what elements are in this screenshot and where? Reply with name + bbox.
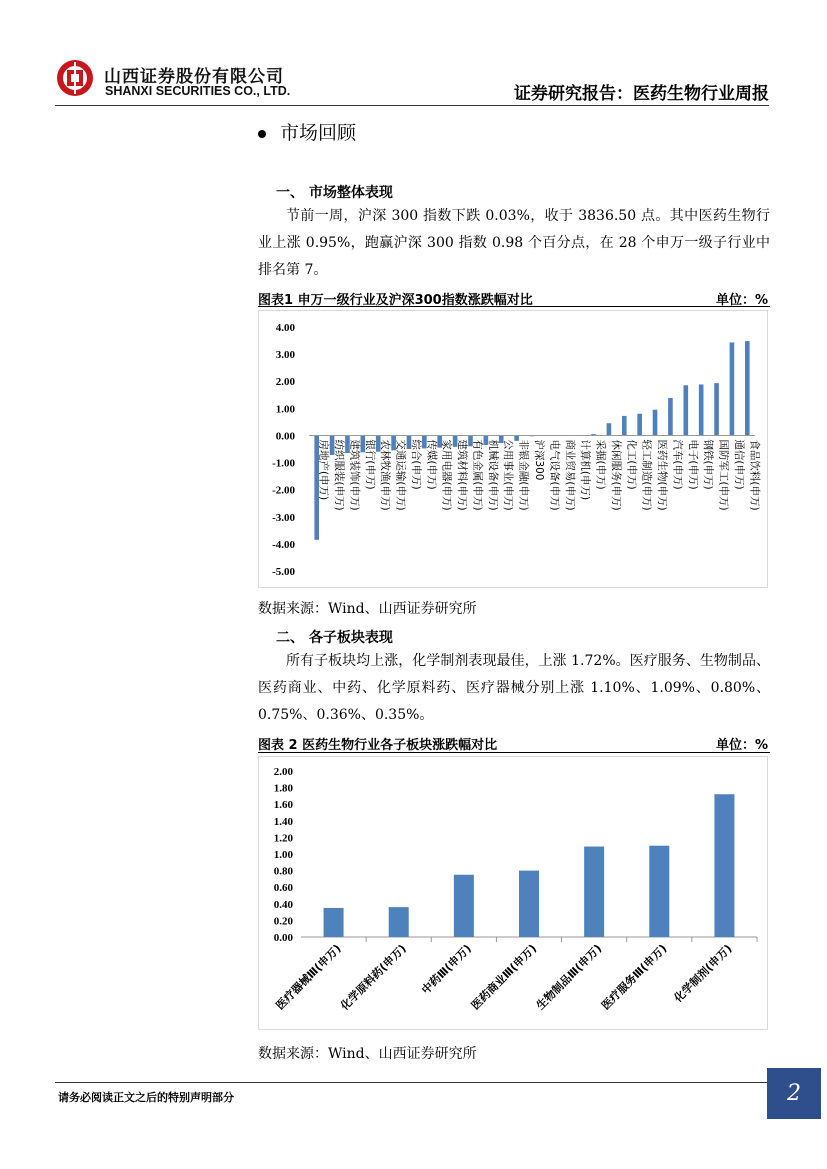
chart1-ytick-label: 3.00 [275, 349, 295, 362]
chart1-category-label: 综合(申万) [409, 439, 422, 490]
figure2-title [258, 734, 768, 753]
page-number: 2 [767, 1068, 821, 1119]
chart2-bar [454, 875, 474, 937]
chart2-ytick-label: 1.40 [273, 815, 293, 828]
paragraph-sectors-text: 所有子板块均上涨，化学制剂表现最佳，上涨 1.72%。医疗服务、生物制品、医药商业、中药、化学原料药、医疗器械分别上涨 1.10%、1.09%、0.80%、0.75%、0.36%、0.35%。 [258, 653, 770, 723]
chart1-bar [714, 383, 719, 435]
chart1-bar [637, 414, 642, 436]
company-name-cn: 山西证券股份有限公司 [104, 67, 284, 87]
chart1-category-label: 汽车(申万) [671, 439, 684, 490]
subsection-title-market: 一、 市场整体表现 [276, 185, 393, 201]
chart2-category-label: 化学原料药(申万) [338, 941, 409, 1013]
chart1-ytick-label: 1.00 [275, 403, 295, 416]
chart1-category-label: 通信(申万) [732, 439, 745, 490]
figure1-source: 数据来源：Wind、山西证券研究所 [258, 601, 477, 617]
chart2-ytick-label: 2.00 [273, 766, 293, 778]
chart2-ytick-label: 0.80 [273, 865, 293, 878]
chart1-category-label: 计算机(申万) [579, 439, 592, 501]
chart2-bar [519, 871, 539, 937]
chart1-category-label: 电气设备(申万) [548, 439, 561, 511]
section-title-text: 市场回顾 [280, 122, 357, 144]
chart2-category-label: 医药商业Ⅲ(申万) [468, 941, 540, 1013]
chart1-category-label: 商业贸易(申万) [563, 439, 576, 511]
figure2-unit: 单位：% [715, 738, 768, 753]
paragraph-sectors [258, 648, 770, 729]
company-name-en: SHANXI SECURITIES CO., LTD. [105, 84, 291, 98]
chart1-bar [622, 416, 627, 436]
chart2-ytick-label: 0.00 [273, 932, 293, 944]
chart2 [259, 757, 767, 1029]
chart1-bar [653, 410, 658, 436]
chart1-category-label: 食品饮料(申万) [748, 439, 761, 511]
chart1-bar [683, 385, 688, 435]
bullet-icon [258, 130, 266, 138]
chart1 [259, 311, 767, 587]
chart1-category-label: 休闲服务(申万) [609, 439, 622, 511]
chart1-category-label: 公用事业(申万) [502, 439, 515, 511]
chart2-bar [584, 847, 604, 937]
chart2-category-label: 化学制剂(申万) [671, 941, 735, 1005]
footer-disclaimer: 请务必阅读正文之后的特别声明部分 [58, 1091, 234, 1104]
chart1-bar [730, 342, 735, 435]
chart1-ytick-label: 2.00 [275, 376, 295, 389]
chart2-ytick-label: 0.20 [273, 915, 293, 928]
chart1-ytick-label: 4.00 [275, 322, 295, 334]
figure1-rule [258, 306, 770, 307]
chart2-category-label: 医疗器械Ⅲ(申万) [273, 941, 344, 1013]
chart2-ytick-label: 0.40 [273, 898, 293, 911]
company-logo-icon [55, 58, 95, 98]
chart1-ytick-label: -1.00 [272, 457, 295, 470]
chart1-category-label: 家用电器(申万) [440, 439, 453, 511]
chart2-ytick-label: 1.60 [273, 799, 293, 812]
subsection-title-sectors: 二、 各子板块表现 [276, 630, 393, 646]
chart1-category-label: 化工(申万) [625, 439, 638, 490]
chart2-bar [324, 908, 344, 937]
chart2-category-label: 中药Ⅲ(申万) [419, 941, 474, 997]
chart1-category-label: 银行(申万) [363, 439, 376, 490]
chart1-category-label: 传媒(申万) [425, 439, 438, 490]
chart1-ytick-label: -4.00 [272, 538, 295, 551]
chart2-bar [714, 794, 734, 937]
chart1-category-label: 农林牧渔(申万) [379, 439, 392, 511]
chart2-ytick-label: 1.20 [273, 832, 293, 845]
paragraph-market [258, 203, 770, 284]
chart1-bar [745, 341, 750, 435]
chart1-category-label: 沪深300 [533, 439, 545, 481]
chart1-bar [699, 384, 704, 435]
chart1-ytick-label: -2.00 [272, 484, 295, 497]
chart1-category-label: 建筑材料(申万) [456, 439, 469, 511]
chart1-ytick-label: 0.00 [275, 430, 295, 443]
chart1-category-label: 医药生物(申万) [656, 439, 669, 511]
chart1-category-label: 有色金属(申万) [471, 439, 484, 511]
chart1-category-label: 轻工制造(申万) [640, 439, 653, 511]
chart1-category-label: 采掘(申万) [594, 439, 607, 490]
chart2-ytick-label: 0.60 [273, 882, 293, 895]
figure1-title-text: 图表1 申万一级行业及沪深300指数涨跌幅对比 [258, 293, 533, 308]
figure2-title-text: 图表 2 医药生物行业各子板块涨跌幅对比 [258, 738, 498, 753]
chart1-ytick-label: -3.00 [272, 511, 295, 524]
paragraph-market-text: 节前一周，沪深 300 指数下跌 0.03%，收于 3836.50 点。其中医药生物行业上涨 0.95%，跑赢沪深 300 指数 0.98 个百分点，在 28 个申万一级子行业中排名第 7。 [258, 208, 770, 278]
footer-divider [55, 1082, 769, 1083]
report-title: 证券研究报告：医药生物行业周报 [514, 84, 769, 104]
figure2-chart-frame [258, 756, 768, 1030]
figure2-source: 数据来源：Wind、山西证券研究所 [258, 1046, 477, 1062]
chart1-ytick-label: -5.00 [272, 566, 295, 578]
chart2-bar [389, 907, 409, 937]
chart1-category-label: 国防军工(申万) [717, 439, 730, 511]
chart1-category-label: 非银金融(申万) [517, 439, 530, 511]
header-divider [55, 105, 769, 106]
chart2-category-label: 医疗服务Ⅲ(申万) [599, 941, 670, 1013]
figure1-chart-frame [258, 310, 768, 588]
figure1-unit: 单位：% [715, 293, 768, 308]
chart1-category-label: 纺织服装(申万) [333, 439, 346, 511]
chart2-ytick-label: 1.00 [273, 849, 293, 861]
chart1-category-label: 电子(申万) [686, 439, 699, 490]
chart1-bar [668, 398, 673, 435]
chart1-category-label: 交通运输(申万) [394, 439, 407, 511]
chart1-category-label: 建筑装饰(申万) [348, 439, 361, 511]
chart1-category-label: 机械设备(申万) [486, 439, 499, 511]
chart2-ytick-label: 1.80 [273, 782, 293, 795]
chart1-category-label: 房地产(申万) [317, 439, 330, 501]
chart2-bar [649, 846, 669, 937]
section-title [258, 118, 356, 145]
chart1-category-label: 钢铁(申万) [702, 439, 715, 490]
chart1-bar [607, 423, 612, 435]
figure2-rule [258, 752, 770, 753]
chart2-category-label: 生物制品Ⅲ(申万) [533, 941, 605, 1013]
